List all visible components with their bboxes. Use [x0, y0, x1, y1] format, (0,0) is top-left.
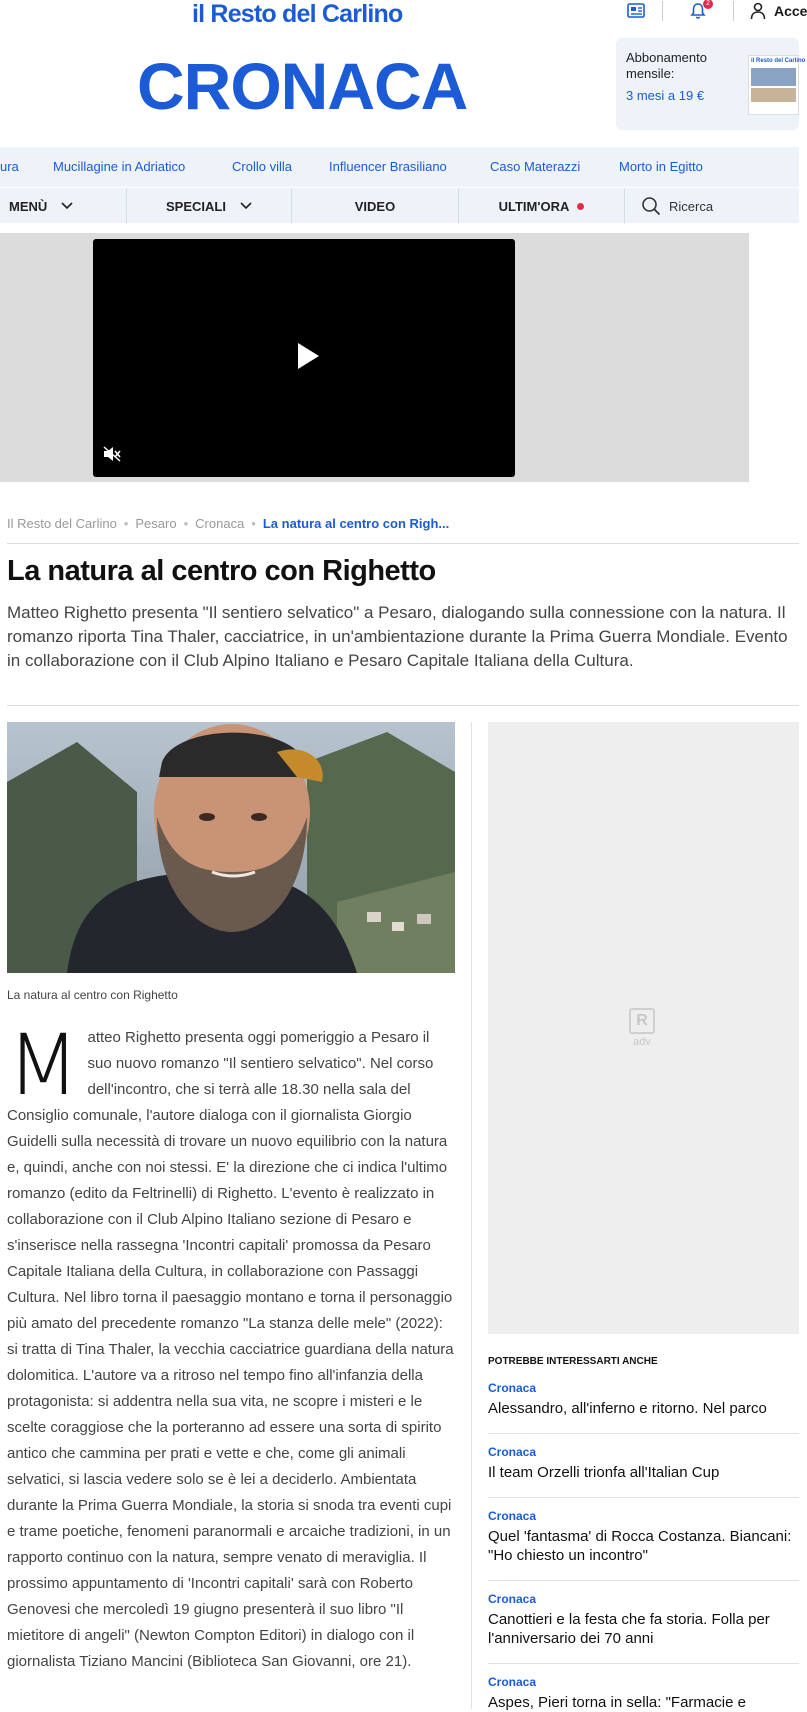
- related-kicker[interactable]: Cronaca: [488, 1509, 537, 1523]
- main-nav: [0, 187, 799, 223]
- section-title: CRONACA: [137, 49, 468, 123]
- nav-ultimora-label: ULTIM'ORA: [498, 198, 570, 214]
- video-player[interactable]: [93, 239, 515, 477]
- ad-slot[interactable]: [488, 722, 799, 1334]
- site-logo[interactable]: il Resto del Carlino: [192, 0, 403, 28]
- nav-menu-label: MENÙ: [9, 198, 48, 214]
- adv-logo-letter: R: [629, 1008, 655, 1034]
- promo-title: Abbonamento mensile:: [626, 50, 707, 81]
- notifications-button[interactable]: [663, 0, 733, 22]
- search-placeholder: Ricerca: [669, 198, 714, 214]
- breadcrumb: Il Resto del Carlino • Pesaro • Cronaca • La natura al centro con Righ...: [7, 516, 450, 531]
- related-item[interactable]: [488, 1509, 799, 1565]
- chevron-down-icon: [240, 202, 252, 210]
- article-hero-image[interactable]: [7, 722, 455, 973]
- related-title-link[interactable]: Canottieri e la festa che fa storia. Folla per l'anniversario dei 70 anni: [488, 1611, 770, 1647]
- trending-link[interactable]: Influencer Brasiliano: [329, 159, 447, 174]
- related-kicker[interactable]: Cronaca: [488, 1592, 537, 1606]
- trending-topics-bar: [0, 147, 799, 187]
- related-item[interactable]: [488, 1381, 799, 1418]
- article-headline: La natura al centro con Righetto: [7, 555, 436, 587]
- divider: [7, 543, 799, 544]
- breadcrumb-current: La natura al centro con Righ...: [262, 516, 450, 531]
- related-kicker[interactable]: Cronaca: [488, 1445, 537, 1459]
- related-title-link[interactable]: Aspes, Pieri torna in sella: "Farmacie e: [488, 1694, 746, 1711]
- newspaper-thumbnail: [748, 55, 806, 115]
- muted-icon: [103, 446, 121, 462]
- related-item[interactable]: [488, 1592, 799, 1648]
- video-ad-band: [0, 233, 749, 482]
- breadcrumb-home[interactable]: Il Resto del Carlino: [7, 516, 117, 531]
- account-label: Acce: [774, 3, 807, 19]
- thumbnail-masthead: il Resto del Carlino: [751, 58, 806, 64]
- trending-link[interactable]: Morto in Egitto: [619, 159, 703, 174]
- adv-logo: [629, 1008, 655, 1048]
- nav-ultimora[interactable]: [459, 188, 624, 224]
- image-caption: La natura al centro con Righetto: [7, 988, 178, 1002]
- account-button[interactable]: [734, 0, 807, 22]
- breadcrumb-section[interactable]: Cronaca: [195, 516, 245, 531]
- nav-speciali[interactable]: [127, 188, 291, 224]
- chevron-down-icon: [61, 202, 73, 210]
- article-summary: Matteo Righetto presenta "Il sentiero selvatico" a Pesaro, dialogando sulla connessione con la natura. Il romanzo riporta Tina Thaler, cacciatrice, in un'ambientazione durante la Prima Guerra Mondiale. Evento in collaborazione con il Club Alpino Italiano e Pesaro Capitale Italiana della Cultura.: [7, 603, 788, 670]
- live-dot-icon: [577, 203, 584, 210]
- related-title-link[interactable]: Alessandro, all'inferno e ritorno. Nel parco: [488, 1400, 767, 1417]
- related-kicker[interactable]: Cronaca: [488, 1381, 537, 1395]
- column-divider: [471, 722, 472, 1709]
- nav-video-label: VIDEO: [354, 198, 396, 214]
- related-item[interactable]: [488, 1445, 799, 1482]
- related-title-link[interactable]: Quel 'fantasma' di Rocca Costanza. Biancani: "Ho chiesto un incontro": [488, 1528, 792, 1564]
- related-title-link[interactable]: Il team Orzelli trionfa all'Italian Cup: [488, 1464, 720, 1481]
- divider: [7, 705, 799, 706]
- article-body-text: atteo Righetto presenta oggi pomeriggio a Pesaro il suo nuovo romanzo "Il sentiero selvatico". Nel corso dell'incontro, che si terrà alle 18.30 nella sala del Consiglio comunale, l'autore dialoga con il giornalista Giorgio Guidelli sulla necessità di trovare un nuovo equilibrio con la natura e, quindi, anche con noi stessi. E' la direzione che ci indica l'ultimo romanzo (edito da Feltrinelli) di Righetto. L'evento è realizzato in collaborazione con il Club Alpino Italiano sezione di Pesaro e s'inserisce nella rassegna 'Incontri capitali' promossa da Pesaro Capitale Italiana della Cultura, in collaborazione con Passaggi Cultura. Nel libro torna il paesaggio montano e torna il personaggio più amato del precedente romanzo "La stanza delle mele" (2022): si tratta di Tina Thaler, la vecchia cacciatrice guardiana della natura dolomitica. L'autore va a ritroso nel tempo fino all'infanzia della protagonista: si addentra nella sua vita, ne scopre i misteri e le scelte coraggiose che la porteranno ad essere una sorta di spirito antico che cammina per prati e vette e che, come gli animali selvatici, si lascia vedere solo se è lei a deciderlo. Ambientata durante la Prima Guerra Mondiale, la storia si snoda tra eventi cupi e trame poetiche, fenomeni paranormali e arcaiche tradizioni, in un rapporto continuo con la natura, sempre venato di meraviglia. Il prossimo appuntamento di 'Incontri capitali' sarà con Roberto Genovesi che mercoledì 19 giugno presenterà il suo libro "Il mietitore di angeli" (Newton Compton Editori) in dialogo con il giornalista Tiziano Mancini (Biblioteca San Giovanni, ore 21).: [7, 1029, 454, 1670]
- newspaper-icon[interactable]: [612, 0, 662, 22]
- related-kicker[interactable]: Cronaca: [488, 1675, 537, 1689]
- search-box[interactable]: [625, 188, 799, 224]
- breadcrumb-city[interactable]: Pesaro: [135, 516, 177, 531]
- drop-cap: M: [7, 1016, 80, 1114]
- trending-link[interactable]: Crollo villa: [232, 159, 292, 174]
- nav-speciali-label: SPECIALI: [166, 198, 226, 214]
- related-item[interactable]: [488, 1675, 799, 1712]
- article-body: [7, 1016, 455, 1675]
- notification-badge: 2: [703, 0, 713, 9]
- nav-menu[interactable]: [0, 188, 126, 224]
- trending-link[interactable]: ura: [0, 159, 19, 174]
- top-bar: [0, 0, 807, 30]
- subscription-promo[interactable]: [616, 38, 806, 130]
- promo-offer[interactable]: 3 mesi a 19 €: [626, 88, 705, 103]
- nav-video[interactable]: [292, 188, 458, 224]
- search-icon: [641, 196, 661, 216]
- adv-label: adv: [633, 1036, 651, 1048]
- user-icon: [750, 2, 766, 20]
- trending-link[interactable]: Caso Materazzi: [490, 159, 581, 174]
- play-icon: [296, 342, 320, 370]
- trending-link[interactable]: Mucillagine in Adriatico: [53, 159, 186, 174]
- top-icons: [612, 0, 807, 22]
- related-title: POTREBBE INTERESSARTI ANCHE: [488, 1356, 658, 1367]
